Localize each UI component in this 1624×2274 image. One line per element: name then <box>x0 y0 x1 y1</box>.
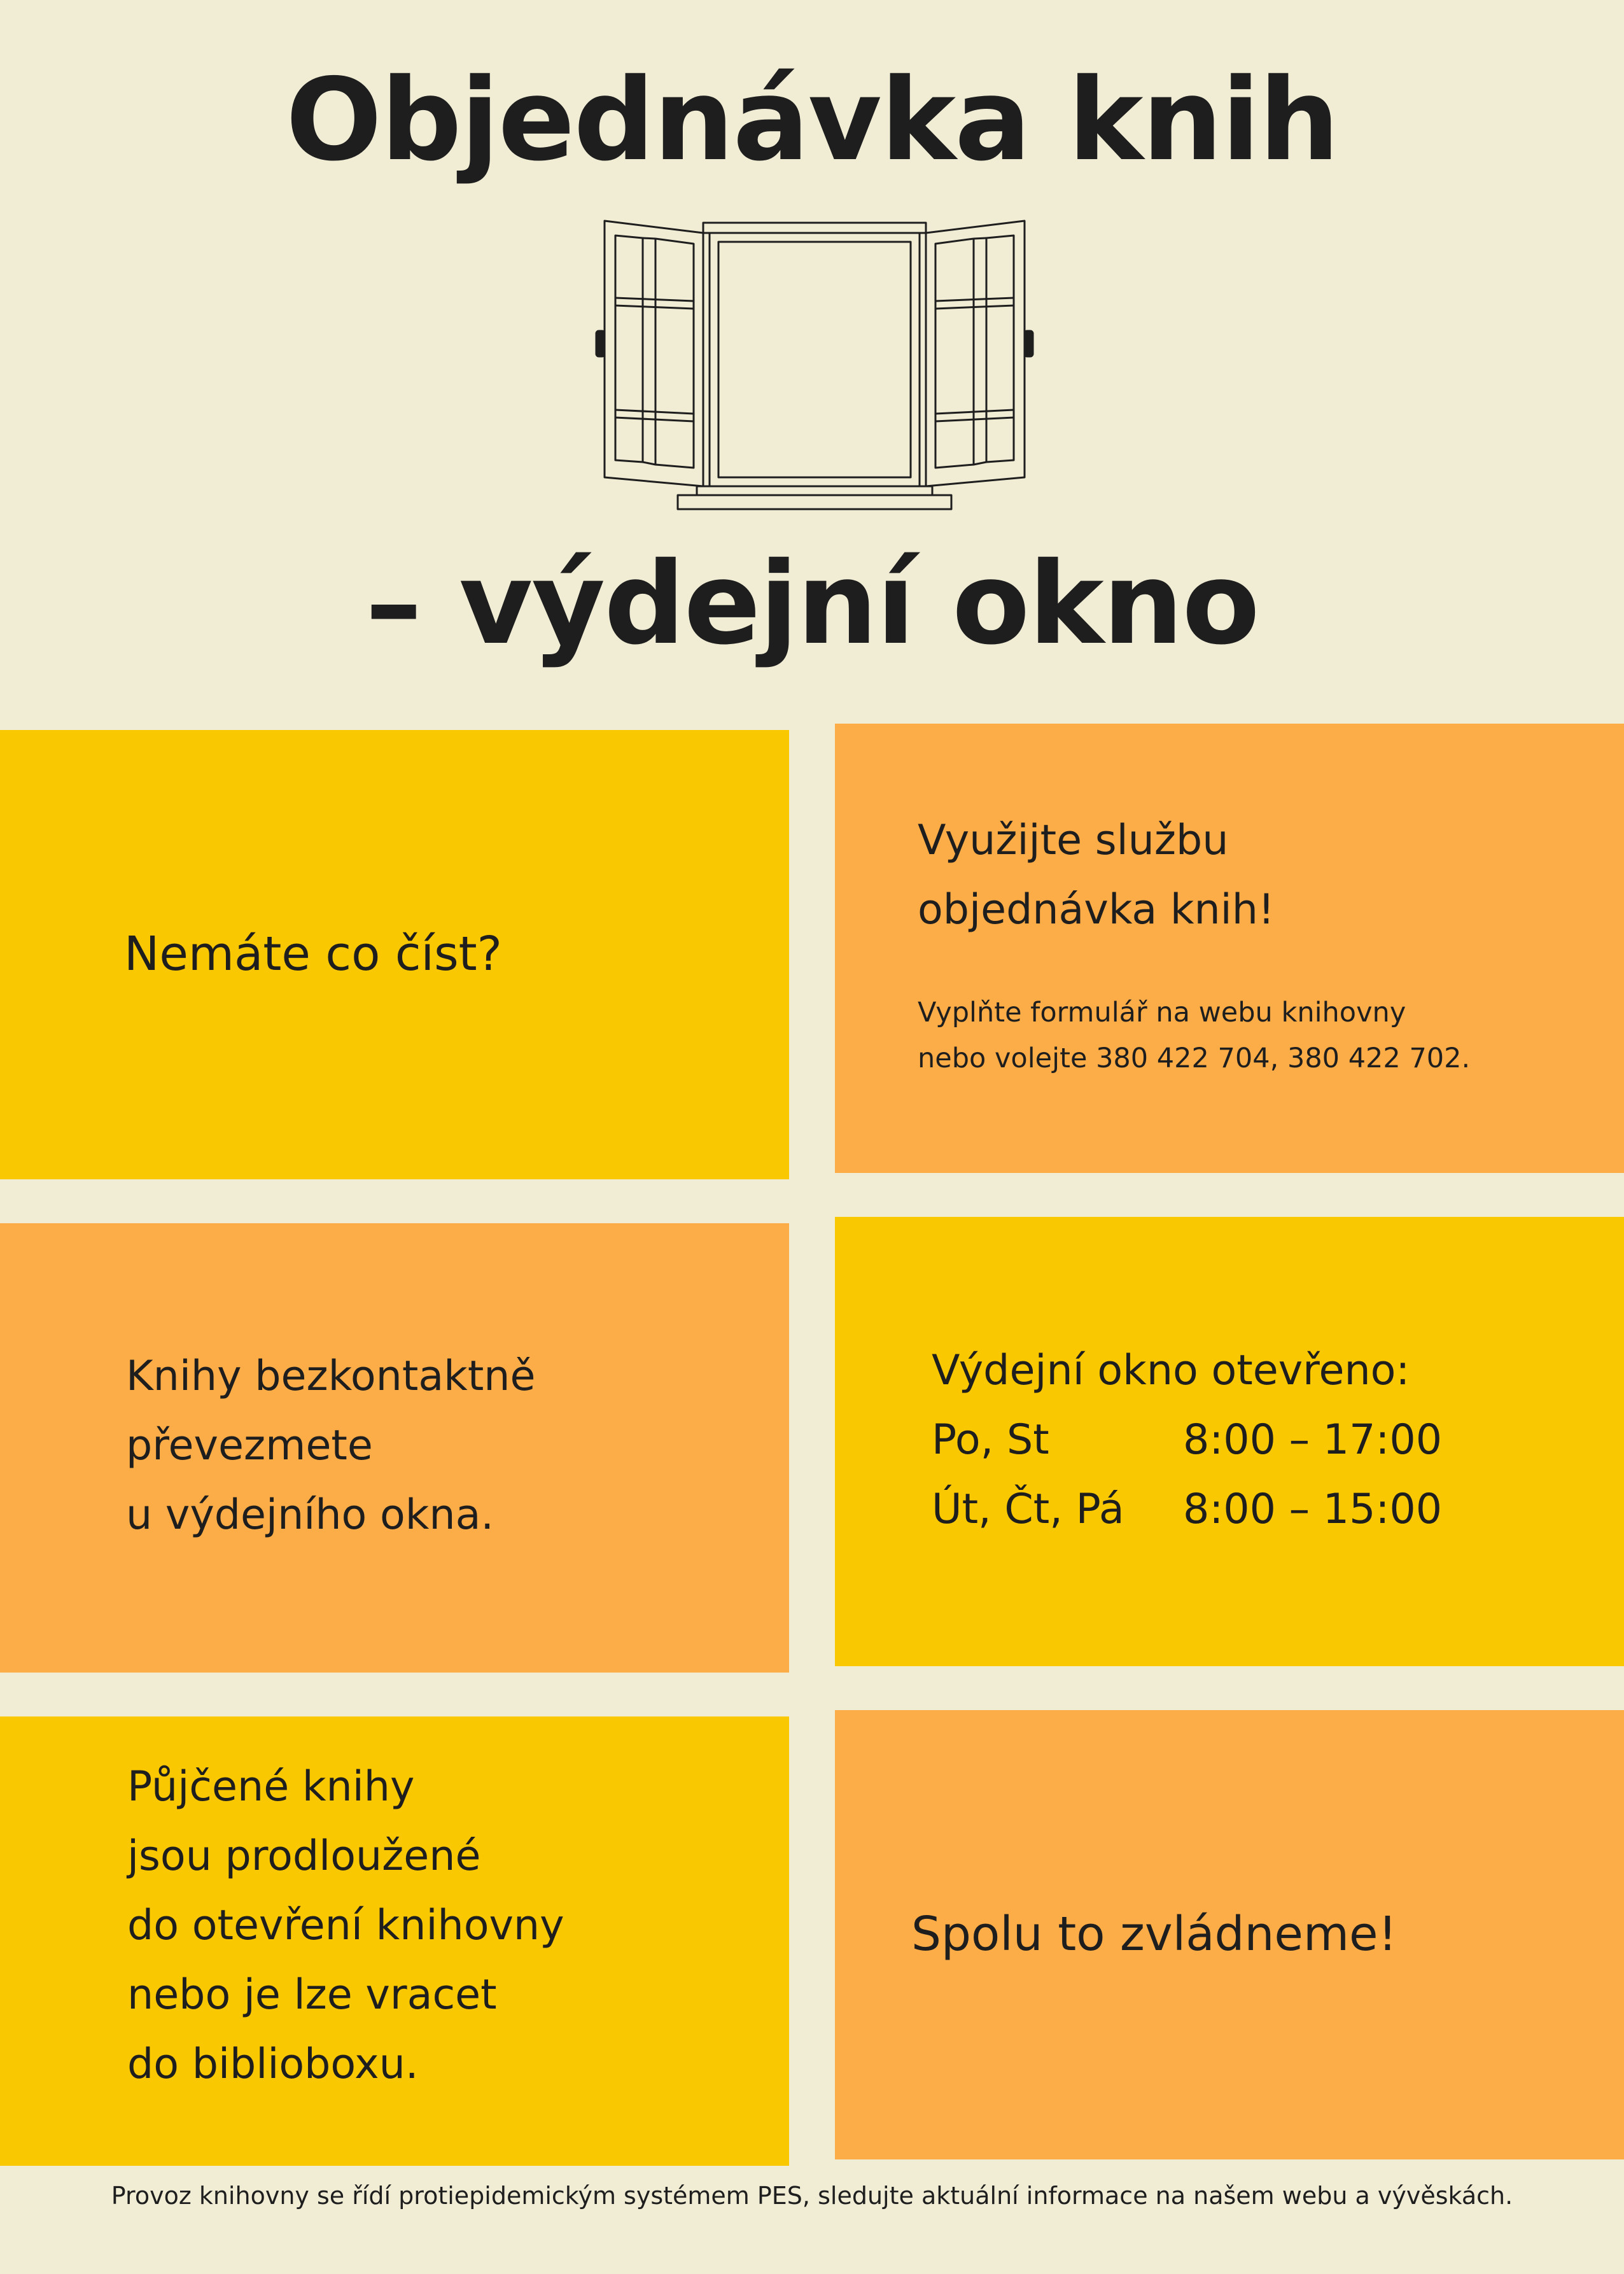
opening-hours-heading: Výdejní okno otevřeno: <box>932 1347 1410 1394</box>
loans-line-5: do biblioboxu. <box>127 2040 419 2088</box>
hours-time: 8:00 – 17:00 <box>1183 1416 1443 1464</box>
box-opening-hours <box>835 1217 1624 1666</box>
box-contactless-pickup <box>0 1223 789 1673</box>
pickup-line-2: převezmete <box>126 1422 373 1470</box>
order-service-detail-2: nebo volejte 380 422 704, 380 422 702. <box>918 1042 1471 1074</box>
order-service-line-1: Využijte službu <box>918 817 1229 864</box>
opening-hours-row <box>932 1405 1442 1475</box>
box-nothing-to-read-text: Nemáte co číst? <box>124 927 502 981</box>
hours-days: Po, St <box>932 1416 1049 1464</box>
box-nothing-to-read <box>0 730 789 1179</box>
loans-line-1: Půjčené knihy <box>127 1763 415 1811</box>
pickup-line-3: u výdejního okna. <box>126 1491 494 1539</box>
open-window-icon <box>589 216 1034 516</box>
hours-days: Út, Čt, Pá <box>932 1485 1124 1533</box>
box-order-service <box>835 724 1624 1173</box>
hours-time: 8:00 – 15:00 <box>1183 1485 1443 1533</box>
order-service-detail-1: Vyplňte formulář na webu knihovny <box>918 997 1406 1028</box>
footer-note: Provoz knihovny se řídí protiepidemickým systémem PES, sledujte aktuální informace na našem webu a vývěskách. <box>111 2182 1513 2210</box>
opening-hours-row <box>932 1475 1442 1544</box>
page-title: Objednávka knih <box>285 54 1339 186</box>
box-together <box>835 1710 1624 2159</box>
box-extended-loans <box>0 1716 789 2166</box>
order-service-line-2: objednávka knih! <box>918 886 1275 934</box>
loans-line-2: jsou prodloužené <box>127 1832 481 1880</box>
loans-line-3: do otevření knihovny <box>127 1902 564 1949</box>
page-subtitle: – výdejní okno <box>365 538 1259 670</box>
pickup-line-1: Knihy bezkontaktně <box>126 1352 536 1400</box>
together-text: Spolu to zvládneme! <box>911 1907 1397 1962</box>
loans-line-4: nebo je lze vracet <box>127 1971 497 2019</box>
